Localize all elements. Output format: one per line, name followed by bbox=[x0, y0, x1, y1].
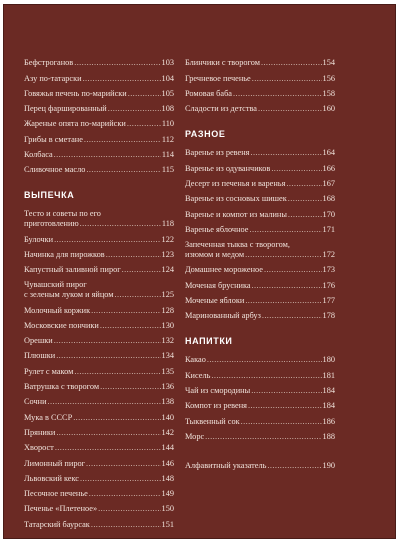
toc-entry bbox=[185, 365, 335, 380]
entry-page-number: 178 bbox=[322, 311, 335, 321]
toc-entry bbox=[24, 377, 174, 392]
leader-dots bbox=[252, 74, 322, 84]
leader-dots bbox=[86, 165, 160, 175]
entry-title: Сливочное масло bbox=[24, 165, 86, 175]
entry-page-number: 132 bbox=[161, 336, 174, 346]
entry-page-number: 115 bbox=[161, 165, 174, 175]
leader-dots bbox=[252, 281, 322, 291]
leader-dots bbox=[100, 382, 160, 392]
entry-title: Тыквенный сок bbox=[185, 416, 240, 426]
toc-entry bbox=[24, 469, 174, 484]
entry-page-number: 108 bbox=[161, 104, 174, 114]
entry-page-number: 180 bbox=[322, 355, 335, 365]
leader-dots bbox=[98, 504, 160, 514]
toc-entry bbox=[185, 350, 335, 365]
entry-title: Ватрушка с творогом bbox=[24, 382, 100, 392]
entry-page-number: 158 bbox=[322, 88, 335, 98]
toc-entry-index bbox=[185, 456, 335, 471]
entry-title: Грибы в сметане bbox=[24, 134, 83, 144]
entry-title: Варенье яблочное bbox=[185, 224, 249, 234]
toc-entry bbox=[185, 235, 335, 260]
leader-dots bbox=[84, 135, 161, 145]
toc-entry bbox=[185, 260, 335, 275]
entry-page-number: 144 bbox=[161, 443, 174, 453]
entry-title: Песочное печенье bbox=[24, 489, 88, 499]
leader-dots bbox=[108, 104, 161, 114]
leader-dots bbox=[74, 367, 160, 377]
entry-page-number: 148 bbox=[161, 473, 174, 483]
toc-entry bbox=[24, 129, 174, 144]
toc-entry bbox=[24, 204, 174, 229]
toc-entry bbox=[24, 84, 174, 99]
entry-title: Сладости из детства bbox=[185, 104, 257, 114]
entry-page-number: 123 bbox=[161, 249, 174, 259]
entry-page-number: 114 bbox=[161, 150, 174, 160]
toc-entry bbox=[185, 381, 335, 396]
entry-title: Орешки bbox=[24, 336, 53, 346]
entry-title-line2: приготовлению bbox=[24, 219, 79, 229]
entry-title: Моченые яблоки bbox=[185, 295, 245, 305]
entry-page-number: 138 bbox=[161, 397, 174, 407]
toc-entry bbox=[24, 316, 174, 331]
entry-page-number: 170 bbox=[322, 209, 335, 219]
entry-title: Львовский кекс bbox=[24, 473, 79, 483]
leader-dots bbox=[80, 474, 161, 484]
spacer bbox=[185, 442, 335, 456]
leader-dots bbox=[251, 386, 321, 396]
entry-title: Печенье «Плетеное» bbox=[24, 504, 98, 514]
entry-page-number: 176 bbox=[322, 280, 335, 290]
leader-dots bbox=[54, 336, 161, 346]
leader-dots bbox=[122, 265, 161, 275]
entry-page-number: 136 bbox=[161, 382, 174, 392]
entry-title: Булочки bbox=[24, 234, 54, 244]
leader-dots bbox=[258, 104, 322, 114]
entry-page-number: 140 bbox=[161, 412, 174, 422]
entry-page-number: 135 bbox=[161, 366, 174, 376]
entry-title-line1: Тесто и советы по его bbox=[24, 209, 101, 219]
entry-title: Рулет с маком bbox=[24, 366, 74, 376]
entry-page-number: 142 bbox=[161, 427, 174, 437]
section-heading-vypechka: ВЫПЕЧКА bbox=[24, 190, 75, 201]
toc-entry bbox=[185, 291, 335, 306]
entry-list bbox=[185, 350, 335, 442]
leader-dots bbox=[248, 401, 322, 411]
toc-column-right bbox=[185, 53, 335, 471]
entry-title: Колбаса bbox=[24, 150, 53, 160]
leader-dots bbox=[249, 225, 321, 235]
toc-entry bbox=[24, 499, 174, 514]
leader-dots bbox=[264, 265, 322, 275]
leader-dots bbox=[245, 250, 321, 260]
entry-list bbox=[185, 53, 335, 114]
entry-page-number: 105 bbox=[161, 88, 174, 98]
toc-entry bbox=[24, 423, 174, 438]
leader-dots bbox=[128, 89, 161, 99]
entry-page-number: 160 bbox=[322, 104, 335, 114]
entry-page-number: 146 bbox=[161, 458, 174, 468]
entry-page-number: 171 bbox=[322, 224, 335, 234]
toc-entry bbox=[24, 453, 174, 468]
toc-entry bbox=[185, 306, 335, 321]
entry-page-number: 173 bbox=[322, 265, 335, 275]
leader-dots bbox=[261, 58, 322, 68]
book-page bbox=[3, 4, 396, 539]
entry-page-number: 151 bbox=[161, 519, 174, 529]
toc-entry bbox=[24, 346, 174, 361]
leader-dots bbox=[115, 290, 161, 300]
entry-title: Татарский баурсак bbox=[24, 519, 90, 529]
leader-dots bbox=[55, 443, 161, 453]
leader-dots bbox=[80, 219, 161, 229]
entry-title: Сочни bbox=[24, 397, 47, 407]
entry-title-line1: Запеченная тыква с творогом, bbox=[185, 239, 290, 249]
entry-title: Компот из ревеня bbox=[185, 401, 247, 411]
entry-title: Гречневое печенье bbox=[185, 73, 251, 83]
entry-page-number: 112 bbox=[161, 134, 174, 144]
leader-dots bbox=[205, 432, 321, 442]
toc-entry bbox=[185, 396, 335, 411]
leader-dots bbox=[271, 164, 321, 174]
entry-page-number: 110 bbox=[161, 119, 174, 129]
entry-page-number: 156 bbox=[322, 73, 335, 83]
entry-page-number: 104 bbox=[161, 73, 174, 83]
toc-entry bbox=[185, 158, 335, 173]
entry-page-number: 177 bbox=[322, 295, 335, 305]
entry-title: Кисель bbox=[185, 370, 211, 380]
entry-page-number: 188 bbox=[322, 431, 335, 441]
entry-title: Варенье из одуванчиков bbox=[185, 163, 271, 173]
toc-column-left bbox=[24, 53, 174, 530]
leader-dots bbox=[83, 74, 161, 84]
entry-title: Хворост bbox=[24, 443, 54, 453]
entry-title: Морс bbox=[185, 431, 205, 441]
section-heading-napitki: НАПИТКИ bbox=[185, 336, 233, 347]
entry-page-number: 134 bbox=[161, 351, 174, 361]
section-heading-raznoe: РАЗНОЕ bbox=[185, 129, 226, 140]
leader-dots bbox=[86, 459, 161, 469]
entry-page-number: 172 bbox=[322, 249, 335, 259]
entry-title: Молочный коржик bbox=[24, 305, 91, 315]
entry-list bbox=[185, 143, 335, 235]
entry-title: Маринованный арбуз bbox=[185, 311, 261, 321]
entry-title: Десерт из печенья и варенья bbox=[185, 179, 286, 189]
entry-page-number: 168 bbox=[322, 194, 335, 204]
leader-dots bbox=[54, 235, 160, 245]
entry-title-line2: изюмом и медом bbox=[185, 249, 245, 259]
entry-page-number: 190 bbox=[322, 461, 335, 471]
toc-entry bbox=[24, 331, 174, 346]
entry-title: Варенье из сосновых шишек bbox=[185, 194, 287, 204]
toc-entry bbox=[185, 427, 335, 442]
entry-page-number: 184 bbox=[322, 401, 335, 411]
entry-page-number: 181 bbox=[322, 370, 335, 380]
leader-dots bbox=[211, 371, 321, 381]
leader-dots bbox=[288, 210, 322, 220]
toc-entry bbox=[24, 392, 174, 407]
leader-dots bbox=[241, 417, 322, 427]
toc-entry bbox=[24, 229, 174, 244]
leader-dots bbox=[267, 461, 321, 471]
entry-title: Начинка для пирожков bbox=[24, 249, 105, 259]
entry-title: Домашнее мороженое bbox=[185, 265, 263, 275]
entry-title: Перец фаршированный bbox=[24, 104, 107, 114]
leader-dots bbox=[56, 351, 160, 361]
leader-dots bbox=[91, 520, 161, 530]
leader-dots bbox=[54, 150, 161, 160]
toc-entry bbox=[24, 438, 174, 453]
toc-entry bbox=[185, 84, 335, 99]
entry-title: Какао bbox=[185, 355, 206, 365]
leader-dots bbox=[127, 119, 161, 129]
leader-dots bbox=[245, 296, 321, 306]
entry-title: Блинчики с творогом bbox=[185, 58, 260, 68]
leader-dots bbox=[91, 306, 160, 316]
entry-page-number: 164 bbox=[322, 148, 335, 158]
leader-dots bbox=[207, 355, 322, 365]
entry-title: Капустный заливной пирог bbox=[24, 265, 121, 275]
entry-page-number: 128 bbox=[161, 305, 174, 315]
entry-title: Плюшки bbox=[24, 351, 56, 361]
entry-page-number: 186 bbox=[322, 416, 335, 426]
entry-list bbox=[24, 53, 174, 175]
entry-page-number: 184 bbox=[322, 386, 335, 396]
entry-page-number: 125 bbox=[161, 290, 174, 300]
toc-entry bbox=[185, 68, 335, 83]
entry-title: Бефстроганов bbox=[24, 58, 74, 68]
toc-entry bbox=[24, 99, 174, 114]
entry-page-number: 166 bbox=[322, 163, 335, 173]
toc-entry bbox=[185, 53, 335, 68]
toc-entry bbox=[185, 99, 335, 114]
entry-page-number: 130 bbox=[161, 320, 174, 330]
toc-entry bbox=[185, 143, 335, 158]
toc-entry bbox=[24, 68, 174, 83]
leader-dots bbox=[73, 413, 160, 423]
toc-entry bbox=[24, 53, 174, 68]
toc-entry bbox=[24, 300, 174, 315]
entry-title: Варенье из ревеня bbox=[185, 148, 250, 158]
leader-dots bbox=[100, 321, 161, 331]
entry-title: Московские пончики bbox=[24, 320, 99, 330]
entry-title: Жареные опята по-марийски bbox=[24, 119, 126, 129]
toc-entry bbox=[24, 275, 174, 300]
leader-dots bbox=[262, 311, 322, 321]
entry-page-number: 149 bbox=[161, 489, 174, 499]
entry-page-number: 154 bbox=[322, 58, 335, 68]
leader-dots bbox=[286, 179, 321, 189]
toc-entry bbox=[24, 260, 174, 275]
toc-entry bbox=[185, 189, 335, 204]
toc-entry bbox=[24, 407, 174, 422]
entry-title: Моченая брусника bbox=[185, 280, 251, 290]
entry-page-number: 124 bbox=[161, 265, 174, 275]
leader-dots bbox=[74, 58, 160, 68]
leader-dots bbox=[250, 148, 321, 158]
entry-page-number: 103 bbox=[161, 58, 174, 68]
toc-entry bbox=[24, 245, 174, 260]
entry-title: Лимонный пирог bbox=[24, 458, 86, 468]
entry-title: Алфавитный указатель bbox=[185, 461, 267, 471]
leader-dots bbox=[233, 89, 322, 99]
leader-dots bbox=[288, 194, 322, 204]
toc-entry bbox=[185, 220, 335, 235]
entry-title: Говяжья печень по-марийски bbox=[24, 88, 127, 98]
toc-entry bbox=[24, 160, 174, 175]
toc-entry bbox=[24, 514, 174, 529]
toc-entry bbox=[185, 411, 335, 426]
entry-title-line2: с зеленым луком и яйцом bbox=[24, 290, 114, 300]
toc-entry bbox=[185, 275, 335, 290]
entry-page-number: 150 bbox=[161, 504, 174, 514]
toc-entry bbox=[24, 114, 174, 129]
entry-title-line1: Чувашский пирог bbox=[24, 280, 87, 290]
entry-title: Мука в СССР bbox=[24, 412, 73, 422]
leader-dots bbox=[48, 397, 161, 407]
toc-entry bbox=[24, 484, 174, 499]
entry-title: Пряники bbox=[24, 427, 56, 437]
entry-list bbox=[185, 260, 335, 321]
toc-entry bbox=[24, 145, 174, 160]
entry-title: Ромовая баба bbox=[185, 88, 232, 98]
leader-dots bbox=[56, 428, 160, 438]
entry-title: Варенье и компот из малины bbox=[185, 209, 287, 219]
toc-entry bbox=[185, 174, 335, 189]
entry-list bbox=[24, 300, 174, 529]
toc-entry bbox=[24, 361, 174, 376]
entry-title: Чай из смородины bbox=[185, 386, 251, 396]
entry-page-number: 122 bbox=[161, 234, 174, 244]
entry-page-number: 118 bbox=[161, 219, 174, 229]
leader-dots bbox=[89, 489, 161, 499]
entry-list bbox=[24, 229, 174, 275]
entry-page-number: 167 bbox=[322, 179, 335, 189]
leader-dots bbox=[106, 250, 161, 260]
entry-title: Азу по-татарски bbox=[24, 73, 82, 83]
toc-entry bbox=[185, 204, 335, 219]
